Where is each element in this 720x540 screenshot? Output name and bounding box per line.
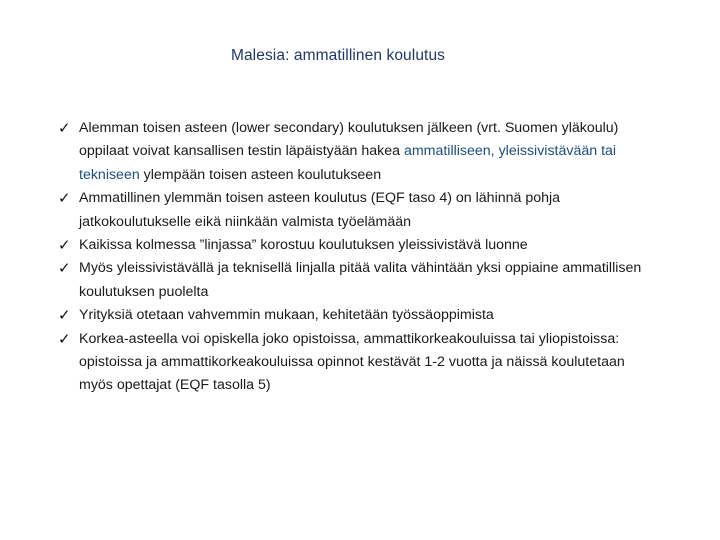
bullet-item: [58, 257, 658, 304]
bullet-item: [58, 117, 658, 187]
check-icon: ✓: [58, 329, 71, 348]
bullet-text: Myös yleissivistävällä ja teknisellä linjalla pitää valita vähintään yksi oppiaine ammatillisen koulutuksen puolelta: [79, 260, 642, 300]
bullet-text: Kaikissa kolmessa ”linjassa” korostuu koulutuksen yleissivistävä luonne: [79, 237, 528, 254]
check-icon: ✓: [58, 236, 71, 255]
bullet-item: [58, 234, 658, 257]
slide-title: Malesia: ammatillinen koulutus: [230, 47, 446, 64]
check-icon: ✓: [58, 119, 71, 137]
bullet-text: Ammatillinen ylemmän toisen asteen koulutus (EQF taso 4) on lähinnä pohja jatkokoulutukselle eikä niinkään valmista työelämään: [79, 190, 561, 230]
bullet-text: Alemman toisen asteen (lower secondary) koulutuksen jälkeen (vrt. Suomen yläkoulu) oppilaat voivat kansallisen testin läpäistyään hakea ammatilliseen, yleissivistävään tai tekniseen ylempään toisen asteen koulutukseen: [79, 120, 619, 183]
bullet-item: [58, 304, 658, 327]
bullet-item: [58, 328, 658, 398]
check-icon: ✓: [58, 306, 71, 325]
bullet-list: [58, 117, 658, 398]
highlighted-text: ammatilliseen, yleissivistävään tai tekniseen: [79, 143, 617, 183]
bullet-text: Korkea-asteella voi opiskella joko opistoissa, ammattikorkeakouluissa tai yliopistoissa: opistoissa ja ammattikorkeakouluissa opinnot kestävät 1-2 vuotta ja näissä koulutetaan myös opettajat (EQF tasolla 5): [79, 330, 625, 394]
check-icon: ✓: [58, 189, 71, 208]
bullet-text: Yrityksiä otetaan vahvemmin mukaan, kehitetään työssäoppimista: [79, 307, 494, 324]
check-icon: ✓: [58, 259, 71, 278]
bullet-item: [58, 187, 658, 234]
